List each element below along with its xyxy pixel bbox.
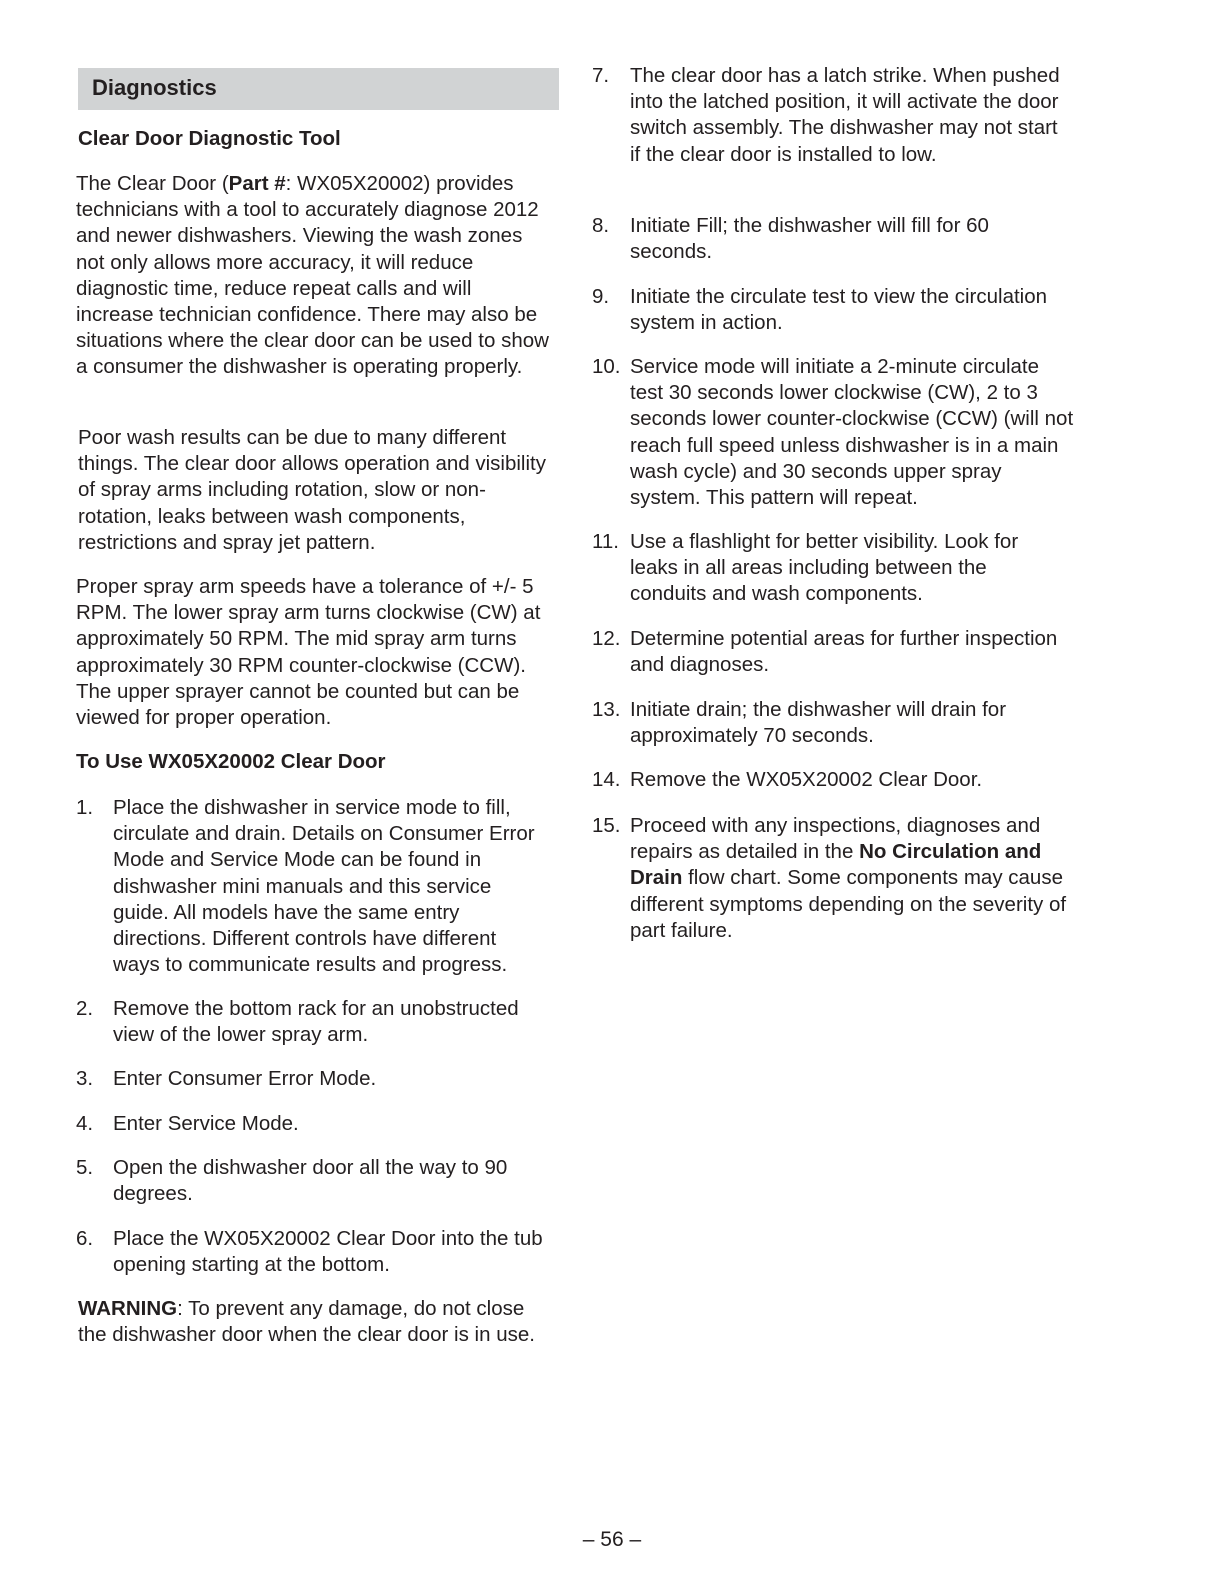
list-item [592, 284, 1082, 336]
step-text: Enter Service Mode. [113, 1112, 299, 1135]
step-text: Determine potential areas for further inspection and diagnoses. [630, 627, 1058, 677]
paragraph-wash-results: Poor wash results can be due to many different things. The clear door allows operation and visibility of spray arms including rotation, slow or non-rotation, leaks between wash components, restrictions and spray jet pattern. [78, 426, 546, 554]
step-number: 9. [592, 285, 610, 308]
list-item [592, 767, 1067, 793]
list-item [76, 795, 546, 978]
step-number: 1. [76, 796, 94, 819]
step-number: 14. [592, 768, 621, 791]
list-item [592, 626, 1067, 678]
list-item [76, 1111, 546, 1137]
flow-chart-name: No Circulation and Drain [630, 840, 1042, 890]
step-number: 11. [592, 530, 619, 553]
step-text: Initiate Fill; the dishwasher will fill for 60 seconds. [630, 214, 989, 264]
list-item [592, 813, 1077, 944]
step-text: Service mode will initiate a 2-minute circulate test 30 seconds lower clockwise (CW), 2 to 3 seconds lower counter-clockwise (CCW) (will not reach full speed unless dishwasher is in a main wash cycle) and 30 seconds upper spray system. This pattern will repeat. [630, 355, 1074, 510]
step-number: 3. [76, 1067, 94, 1090]
step-number: 7. [592, 64, 610, 87]
paragraph-spray-speeds: Proper spray arm speeds have a tolerance of +/- 5 RPM. The lower spray arm turns clockwise (CW) at approximately 50 RPM. The mid spray arm turns approximately 30 RPM counter-clockwise (CCW). The upper sprayer cannot be counted but can be viewed for proper operation. [76, 575, 541, 730]
section-title: Diagnostics [92, 75, 217, 100]
step-number: 5. [76, 1156, 94, 1179]
step-text: Use a flashlight for better visibility. Look for leaks in all areas including between the conduits and wash components. [630, 530, 1019, 606]
list-item [76, 1066, 546, 1092]
page-number: – 56 – [582, 1528, 642, 1551]
step-text-post: flow chart. Some components may cause different symptoms depending on the severity of part failure. [630, 866, 1067, 942]
list-item [592, 354, 1077, 511]
step-number: 15. [592, 814, 621, 837]
part-label: Part # [228, 172, 286, 195]
step-number: 12. [592, 627, 621, 650]
step-text: Open the dishwasher door all the way to 90 degrees. [113, 1156, 508, 1206]
step-text: Enter Consumer Error Mode. [113, 1067, 377, 1090]
step-number: 10. [592, 355, 621, 378]
intro-pre: The Clear Door ( [76, 172, 229, 195]
warning-label: WARNING [78, 1297, 178, 1320]
step-text: Initiate the circulate test to view the circulation system in action. [630, 285, 1048, 335]
step-text-pre: Proceed with any inspections, diagnoses and repairs as detailed in the [630, 814, 1041, 864]
step-text: The clear door has a latch strike. When pushed into the latched position, it will activate the door switch assembly. The dishwasher may not start if the clear door is installed to low. [630, 64, 1060, 166]
list-item [592, 213, 1067, 265]
list-item [592, 529, 1067, 608]
list-item [592, 697, 1067, 749]
step-number: 13. [592, 698, 621, 721]
list-item [76, 1226, 546, 1278]
step-number: 6. [76, 1227, 94, 1250]
step-text: Place the dishwasher in service mode to fill, circulate and drain. Details on Consumer Error Mode and Service Mode can be found in dishwasher mini manuals and this service guide. All models have the same entry directions. Different controls have different ways to communicate results and progress. [113, 796, 535, 977]
list-item [76, 1155, 546, 1207]
warning-note [78, 1296, 556, 1348]
step-number: 2. [76, 997, 94, 1020]
step-text: Initiate drain; the dishwasher will drain for approximately 70 seconds. [630, 698, 1007, 748]
use-heading: To Use WX05X20002 Clear Door [76, 750, 386, 773]
warning-text: : To prevent any damage, do not close the dishwasher door when the clear door is in use. [78, 1297, 535, 1347]
list-item [592, 63, 1067, 168]
step-text: Remove the bottom rack for an unobstructed view of the lower spray arm. [113, 997, 519, 1047]
tool-heading: Clear Door Diagnostic Tool [78, 127, 341, 150]
intro-paragraph [76, 171, 554, 381]
step-number: 4. [76, 1112, 94, 1135]
step-text: Place the WX05X20002 Clear Door into the tub opening starting at the bottom. [113, 1227, 543, 1277]
step-text: Remove the WX05X20002 Clear Door. [630, 768, 983, 791]
intro-post: : WX05X20002) provides technicians with a tool to accurately diagnose 2012 and newer dishwashers. Viewing the wash zones not only allows more accuracy, it will reduce diagnostic time, reduce repeat calls and will increase technician confidence. There may also be situations where the clear door can be used to show a consumer the dishwasher is operating properly. [76, 172, 549, 379]
list-item [76, 996, 546, 1048]
step-text [592, 813, 1077, 944]
step-number: 8. [592, 214, 610, 237]
